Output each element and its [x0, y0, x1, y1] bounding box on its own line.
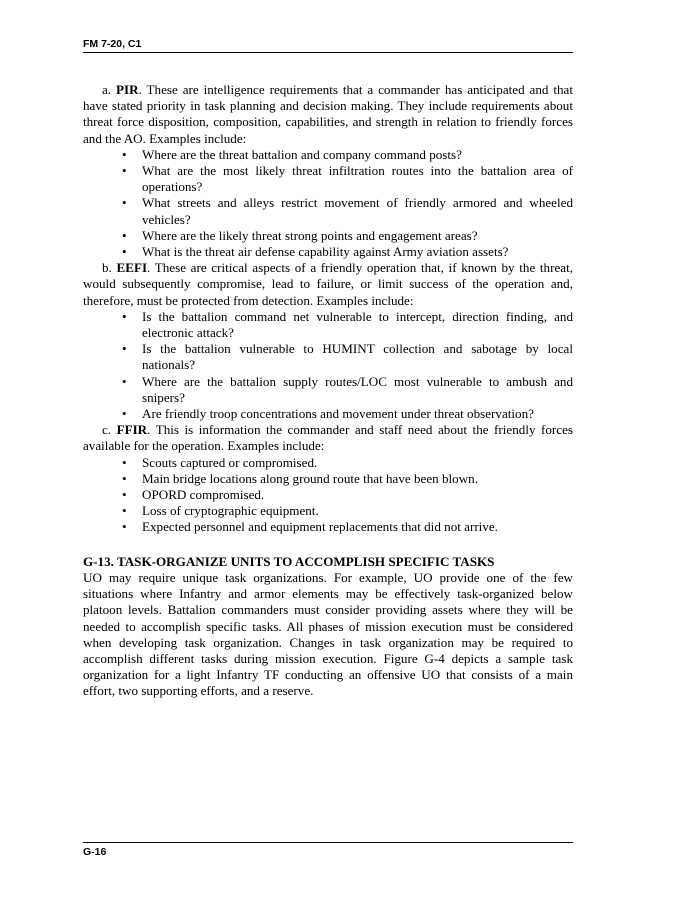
list-item: • Where are the likely threat strong points and engagement areas?	[121, 228, 573, 244]
page-number: G-16	[83, 846, 107, 858]
para-letter: b.	[102, 260, 112, 276]
paragraph-pir	[83, 82, 573, 147]
list-item: • Is the battalion command net vulnerable to intercept, direction finding, and electronic attack?	[121, 309, 573, 341]
section-heading-g13: G-13. TASK-ORGANIZE UNITS TO ACCOMPLISH SPECIFIC TASKS	[83, 553, 495, 569]
term-eefi: EEFI	[116, 260, 148, 276]
page-content	[83, 82, 573, 700]
pir-examples-list	[83, 147, 573, 260]
list-item: • Loss of cryptographic equipment.	[121, 503, 573, 519]
list-item: • Where are the threat battalion and company command posts?	[121, 147, 573, 163]
page-header	[83, 38, 573, 53]
list-item: • What are the most likely threat infiltration routes into the battalion area of operations?	[121, 163, 573, 195]
paragraph-ffir	[83, 422, 573, 454]
g13-body-paragraph: UO may require unique task organizations. For example, UO provide one of the few situations where Infantry and armor elements may be effectively task-organized below platoon levels. Battalion commanders must consider providing assets where they will be needed to accomplish specific tasks. All phases of mission execution must be considered when developing task organization. Changes in task organization may be required to accomplish different tasks during mission execution. Figure G-4 depicts a sample task organization for a light Infantry TF conducting an offensive UO that consists of a main effort, two supporting efforts, and a reserve.	[83, 569, 573, 699]
list-item: • Is the battalion vulnerable to HUMINT collection and sabotage by local nationals?	[121, 341, 573, 373]
para-text: . This is information the commander and staff need about the friendly forces available for the operation. Examples include:	[83, 422, 573, 454]
term-ffir: FFIR	[116, 422, 148, 438]
list-item: • Where are the battalion supply routes/LOC most vulnerable to ambush and snipers?	[121, 374, 573, 406]
para-text: . These are intelligence requirements that a commander has anticipated and that have stated priority in task planning and decision making. They include requirements about threat force disposition, composition, capabilities, and strength in relation to friendly forces and the AO. Examples include:	[83, 82, 574, 146]
para-text: . These are critical aspects of a friendly operation that, if known by the threat, would subsequently compromise, lead to failure, or limit success of the operation and, therefore, must be protected from detection. Examples include:	[83, 260, 573, 308]
page-footer	[83, 842, 573, 858]
list-item: • Main bridge locations along ground route that have been blown.	[121, 471, 573, 487]
list-item: • What is the threat air defense capability against Army aviation assets?	[121, 244, 573, 260]
list-item: • Scouts captured or compromised.	[121, 455, 573, 471]
para-letter: a.	[102, 82, 112, 97]
list-item: • What streets and alleys restrict movement of friendly armored and wheeled vehicles?	[121, 195, 573, 227]
list-item: • Are friendly troop concentrations and movement under threat observation?	[121, 406, 573, 422]
list-item: • Expected personnel and equipment replacements that did not arrive.	[121, 519, 573, 535]
ffir-examples-list	[83, 455, 573, 536]
header-text: FM 7-20, C1	[83, 38, 142, 50]
eefi-examples-list	[83, 309, 573, 422]
paragraph-eefi	[83, 260, 573, 309]
para-letter: c.	[102, 422, 112, 438]
list-item: • OPORD compromised.	[121, 487, 573, 503]
term-pir: PIR	[116, 82, 139, 97]
